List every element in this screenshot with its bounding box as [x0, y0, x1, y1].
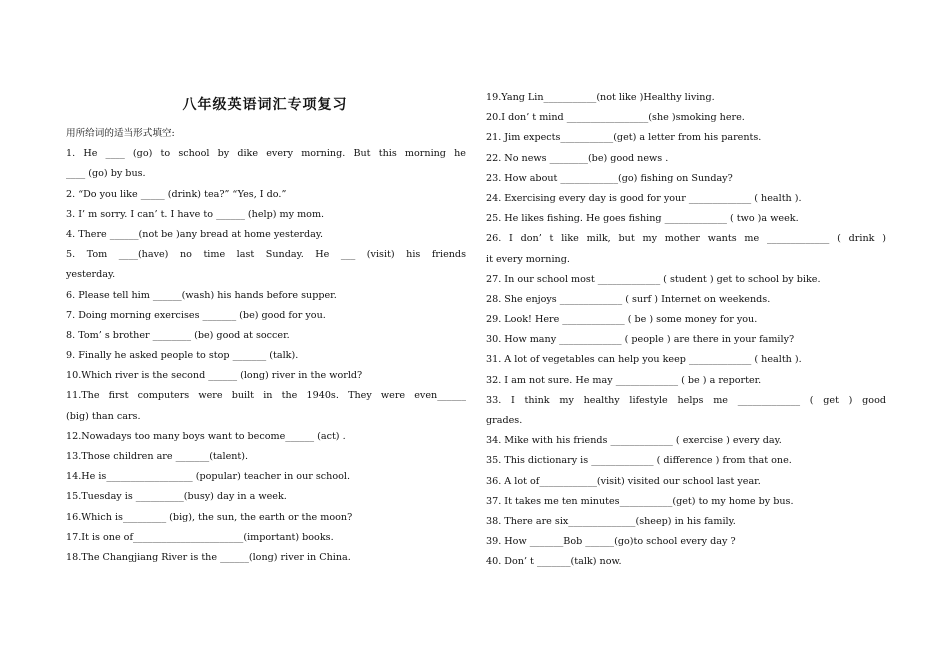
question-line: ____ (go) by bus. — [66, 168, 146, 180]
instruction-line: 用所给词的适当形式填空: — [66, 128, 175, 139]
question-line: 12.Nowadays too many boys want to become______ (act) . — [66, 430, 346, 442]
question-line: 21. Jim expects___________(get) a letter from his parents. — [486, 132, 762, 144]
question-line: 24. Exercising every day is good for your _____________ ( health ). — [486, 192, 802, 204]
question-line: 31. A lot of vegetables can help you keep _____________ ( health ). — [486, 354, 802, 366]
question-line: 27. In our school most _____________ ( student ) get to school by bike. — [486, 273, 821, 285]
question-line: 18.The Changjiang River is the ______(long) river in China. — [66, 551, 351, 563]
question-line: 14.He is__________________ (popular) teacher in our school. — [66, 471, 351, 483]
question-line: 20.I don’ t mind _________________(she )smoking here. — [486, 112, 745, 124]
left-column — [66, 124, 466, 568]
question-line: 4. There ______(not be )any bread at home yesterday. — [66, 228, 324, 240]
question-line: 3. I’ m sorry. I can’ t. I have to ______ (help) my mom. — [66, 208, 325, 220]
question-line: 19.Yang Lin___________(not like )Healthy living. — [486, 92, 715, 103]
question-line: 8. Tom’ s brother ________ (be) good at soccer. — [66, 329, 290, 341]
question-line: 26. I don’ t like milk, but my mother wants me _____________ ( drink ) — [486, 233, 886, 245]
question-line: 28. She enjoys _____________ ( surf ) Internet on weekends. — [486, 293, 771, 305]
page-title: 八年级英语词汇专项复习 — [182, 97, 348, 113]
question-line: 25. He likes fishing. He goes fishing _____________ ( two )a week. — [486, 213, 799, 225]
question-line: 32. I am not sure. He may _____________ ( be ) a reporter. — [486, 374, 762, 386]
question-line: 17.It is one of_______________________(important) books. — [66, 531, 334, 543]
question-line: 34. Mike with his friends _____________ ( exercise ) every day. — [486, 435, 782, 447]
question-line: 2. “Do you like _____ (drink) tea?” “Yes, I do.” — [66, 188, 287, 200]
question-line: 38. There are six______________(sheep) in his family. — [486, 515, 736, 527]
question-line: 16.Which is_________ (big), the sun, the earth or the moon? — [66, 511, 353, 523]
question-line: 10.Which river is the second ______ (long) river in the world? — [66, 370, 363, 382]
question-line: 22. No news ________(be) good news . — [486, 152, 669, 164]
question-line: 35. This dictionary is _____________ ( difference ) from that one. — [486, 455, 792, 467]
question-line: 1. He ____ (go) to school by dike every morning. But this morning he — [66, 148, 466, 160]
question-line: 13.Those children are _______(talent). — [66, 451, 249, 462]
right-column — [486, 88, 886, 573]
question-line: 23. How about ____________(go) fishing on Sunday? — [486, 172, 733, 184]
question-line: 5. Tom ____(have) no time last Sunday. He ___ (visit) his friends — [66, 249, 466, 261]
question-line: 30. How many _____________ ( people ) are there in your family? — [486, 334, 795, 346]
question-line: 7. Doing morning exercises _______ (be) good for you. — [66, 309, 326, 321]
question-line: 33. I think my healthy lifestyle helps me _____________ ( get ) good — [486, 394, 886, 406]
question-line: yesterday. — [66, 269, 116, 281]
question-line: 29. Look! Here _____________ ( be ) some money for you. — [486, 314, 758, 326]
question-line: 36. A lot of____________(visit) visited our school last year. — [486, 475, 761, 487]
question-line: 39. How _______Bob ______(go)to school every day ? — [486, 536, 736, 548]
question-line: grades. — [486, 415, 523, 426]
question-line: 37. It takes me ten minutes___________(get) to my home by bus. — [486, 495, 794, 507]
question-line: 6. Please tell him ______(wash) his hands before supper. — [66, 289, 337, 301]
question-line: (big) than cars. — [66, 410, 141, 422]
question-line: 15.Tuesday is __________(busy) day in a week. — [66, 491, 287, 503]
question-line: 11.The first computers were built in the 1940s. They were even______ — [66, 390, 466, 402]
question-line: 9. Finally he asked people to stop _______ (talk). — [66, 350, 299, 362]
question-line: 40. Don’ t _______(talk) now. — [486, 556, 622, 568]
question-line: it every morning. — [486, 253, 570, 265]
